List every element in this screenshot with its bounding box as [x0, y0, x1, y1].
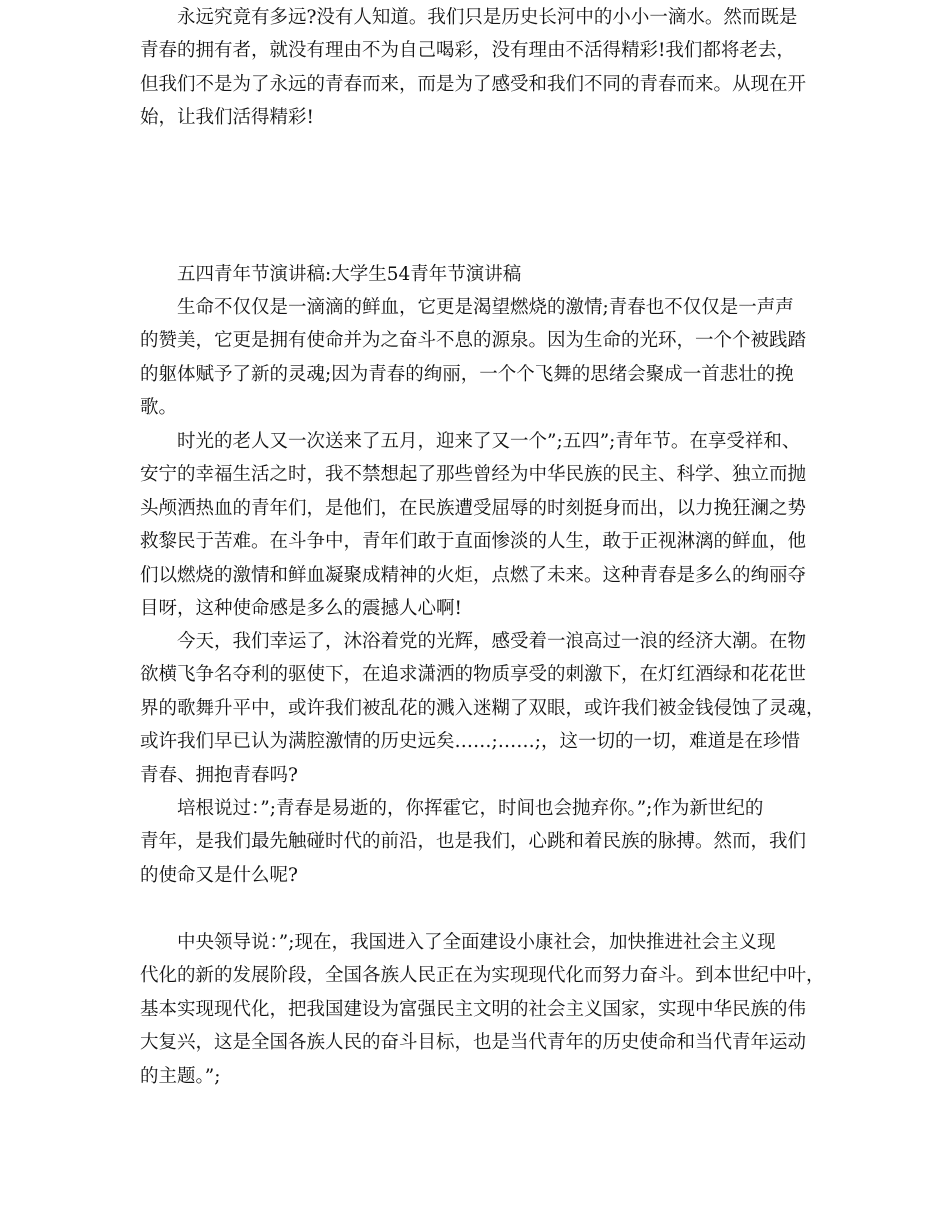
text-line: 始，让我们活得精彩!	[140, 107, 314, 129]
paragraph-4	[140, 625, 825, 792]
text-line: 时光的老人又一次送来了五月，迎来了又一个”;五四”;青年节。在享受祥和、	[177, 431, 801, 452]
text-line: 救黎民于苦难。在斗争中，青年们敢于直面惨淡的人生，敢于正视淋漓的鲜血，他	[140, 531, 807, 553]
text-line: 青春的拥有者，就没有理由不为自己喝彩，没有理由不活得精彩!我们都将老去，	[140, 40, 795, 62]
text-line: 欲横飞争名夺利的驱使下，在追求潇洒的物质享受的刺激下，在灯红酒绿和花花世	[140, 664, 807, 686]
section-heading: 五四青年节演讲稿:大学生54青年节演讲稿	[177, 264, 522, 285]
text-line: 代化的新的发展阶段，全国各族人民正在为实现现代化而努力奋斗。到本世纪中叶，	[140, 965, 825, 987]
text-line: 头颅洒热血的青年们，是他们，在民族遭受屈辱的时刻挺身而出，以力挽狂澜之势	[140, 497, 807, 519]
text-line: 中央领导说：”;现在，我国进入了全面建设小康社会，加快推进社会主义现	[177, 932, 776, 953]
text-line: 但我们不是为了永远的青春而来，而是为了感受和我们不同的青春而来。从现在开	[140, 73, 807, 95]
text-line: 培根说过：”;青春是易逝的，你挥霍它，时间也会抛弃你。”;作为新世纪的	[177, 798, 764, 819]
text-line: 生命不仅仅是一滴滴的鲜血，它更是渴望燃烧的激情;青春也不仅仅是一声声	[177, 297, 794, 318]
text-line: 们以燃烧的激情和鲜血凝聚成精神的火炬，点燃了未来。这种青春是多么的绚丽夺	[140, 564, 807, 586]
text-line: 的躯体赋予了新的灵魂;因为青春的绚丽，一个个飞舞的思绪会聚成一首悲壮的挽	[140, 363, 794, 385]
text-line: 永远究竟有多远?没有人知道。我们只是历史长河中的小小一滴水。然而既是	[177, 7, 798, 28]
text-line: 的主题。”;	[140, 1065, 221, 1087]
paragraph-5	[140, 792, 820, 892]
text-line: 的使命又是什么呢?	[140, 864, 298, 886]
paragraph-1	[140, 1, 820, 135]
text-line: 或许我们早已认为满腔激情的历史远矣……;……;，这一切的一切，难道是在珍惜	[140, 731, 800, 753]
paragraph-6	[140, 926, 825, 1093]
text-line: 大复兴，这是全国各族人民的奋斗目标，也是当代青年的历史使命和当代青年运动	[140, 1032, 807, 1054]
paragraph-3	[140, 425, 820, 625]
paragraph-2	[140, 291, 820, 425]
text-line: 安宁的幸福生活之时，我不禁想起了那些曾经为中华民族的民主、科学、独立而抛	[140, 464, 807, 486]
text-line: 今天，我们幸运了，沐浴着党的光辉，感受着一浪高过一浪的经济大潮。在物	[177, 631, 807, 652]
text-line: 基本实现现代化，把我国建设为富强民主文明的社会主义国家，实现中华民族的伟	[140, 998, 807, 1020]
text-line: 的赞美，它更是拥有使命并为之奋斗不息的源泉。因为生命的光环，一个个被践踏	[140, 330, 807, 352]
text-line: 界的歌舞升平中，或许我们被乱花的溅入迷糊了双眼，或许我们被金钱侵蚀了灵魂，	[140, 697, 825, 719]
text-line: 歌。	[140, 397, 178, 419]
text-line: 青年，是我们最先触碰时代的前沿，也是我们，心跳和着民族的脉搏。然而，我们	[140, 831, 807, 853]
text-line: 目呀，这种使命感是多么的震撼人心啊!	[140, 598, 462, 620]
text-line: 青春、拥抱青春吗?	[140, 764, 298, 786]
